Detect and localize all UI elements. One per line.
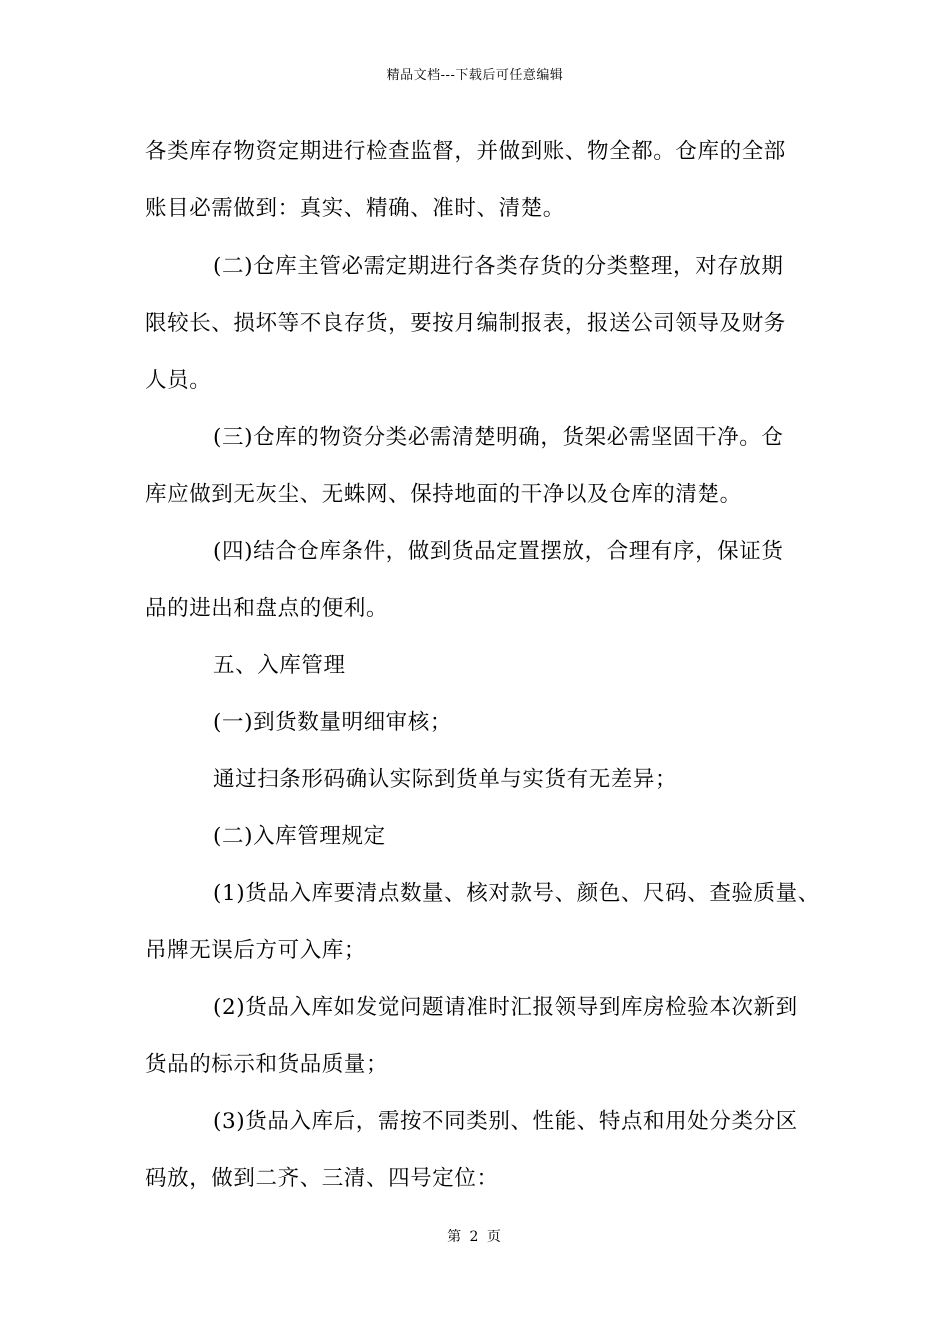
subsection-heading: (一)到货数量明细审核； <box>213 710 452 735</box>
paragraph-line: 吊牌无误后方可入库； <box>145 938 367 963</box>
paragraph-line: (1)货品入库要清点数量、核对款号、颜色、尺码、查验质量、 <box>213 881 820 906</box>
subsection-heading: (二)入库管理规定 <box>213 824 386 849</box>
paragraph-line: 限较长、损坏等不良存货，要按月编制报表，报送公司领导及财务 <box>145 311 786 336</box>
paragraph-line: 账目必需做到：真实、精确、准时、清楚。 <box>145 196 565 221</box>
section-heading: 五、入库管理 <box>213 653 346 678</box>
paragraph-line: (四)结合仓库条件，做到货品定置摆放，合理有序，保证货 <box>213 539 784 564</box>
paragraph-line: (三)仓库的物资分类必需清楚明确，货架必需坚固干净。仓 <box>213 425 784 450</box>
paragraph-line: 各类库存物资定期进行检查监督，并做到账、物全都。仓库的全部 <box>145 139 786 164</box>
paragraph-line: 品的进出和盘点的便利。 <box>145 596 389 621</box>
paragraph-line: 人员。 <box>145 368 212 393</box>
paragraph-line: (2)货品入库如发觉问题请准时汇报领导到库房检验本次新到 <box>213 995 798 1020</box>
page-header: 精品文档---下载后可任意编辑 <box>386 68 564 83</box>
paragraph-line: (二)仓库主管必需定期进行各类存货的分类整理，对存放期 <box>213 254 784 279</box>
paragraph-line: 货品的标示和货品质量； <box>145 1052 389 1077</box>
page-number: 第 2 页 <box>447 1229 503 1245</box>
paragraph-line: 码放，做到二齐、三清、四号定位： <box>145 1166 499 1191</box>
paragraph-line: 通过扫条形码确认实际到货单与实货有无差异； <box>213 767 678 792</box>
paragraph-line: (3)货品入库后，需按不同类别、性能、特点和用处分类分区 <box>213 1109 798 1134</box>
paragraph-line: 库应做到无灰尘、无蛛网、保持地面的干净以及仓库的清楚。 <box>145 482 742 507</box>
